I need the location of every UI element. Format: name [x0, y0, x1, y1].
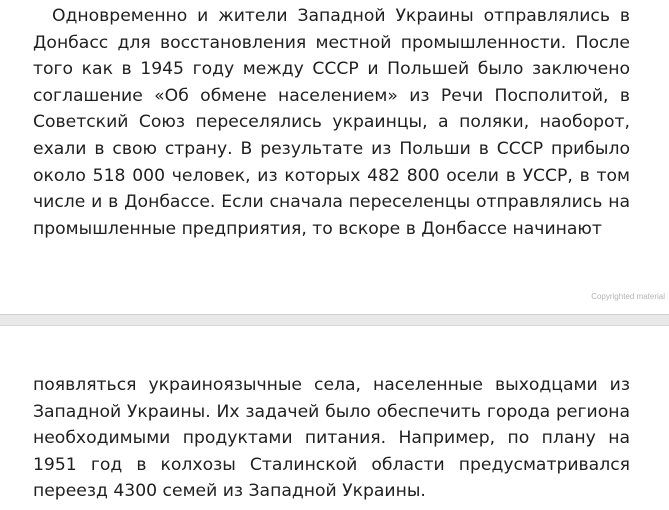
page-separator — [0, 314, 669, 326]
page-text-paragraph-top: Одновременно и жители Западной Украины отправлялись в Донбасс для восстановления местной промышленности. После того как в 1945 году между СССР и Польшей было заключено соглашение «Об обмене населением» из Речи Посполитой, в Советский Союз переселялись украинцы, а поляки, наоборот, ехали в свою страну. В результате из Польши в СССР прибыло около 518 000 человек, из которых 482 800 осели в УССР, в том числе и в Донбассе. Если сначала переселенцы отправлялись на промышленные предприятия, то вскоре в Донбассе начинают — [33, 6, 630, 239]
book-page-bottom — [0, 326, 669, 510]
copyright-notice: Copyrighted material — [591, 292, 665, 301]
page-text-paragraph-bottom: появляться украиноязычные села, населенные выходцами из Западной Украины. Их задачей было обеспечить города региона необходимыми продуктами питания. Например, по плану на 1951 год в колхозы Сталинской области предусматривался переезд 4300 семей из Западной Украины. — [33, 375, 630, 502]
